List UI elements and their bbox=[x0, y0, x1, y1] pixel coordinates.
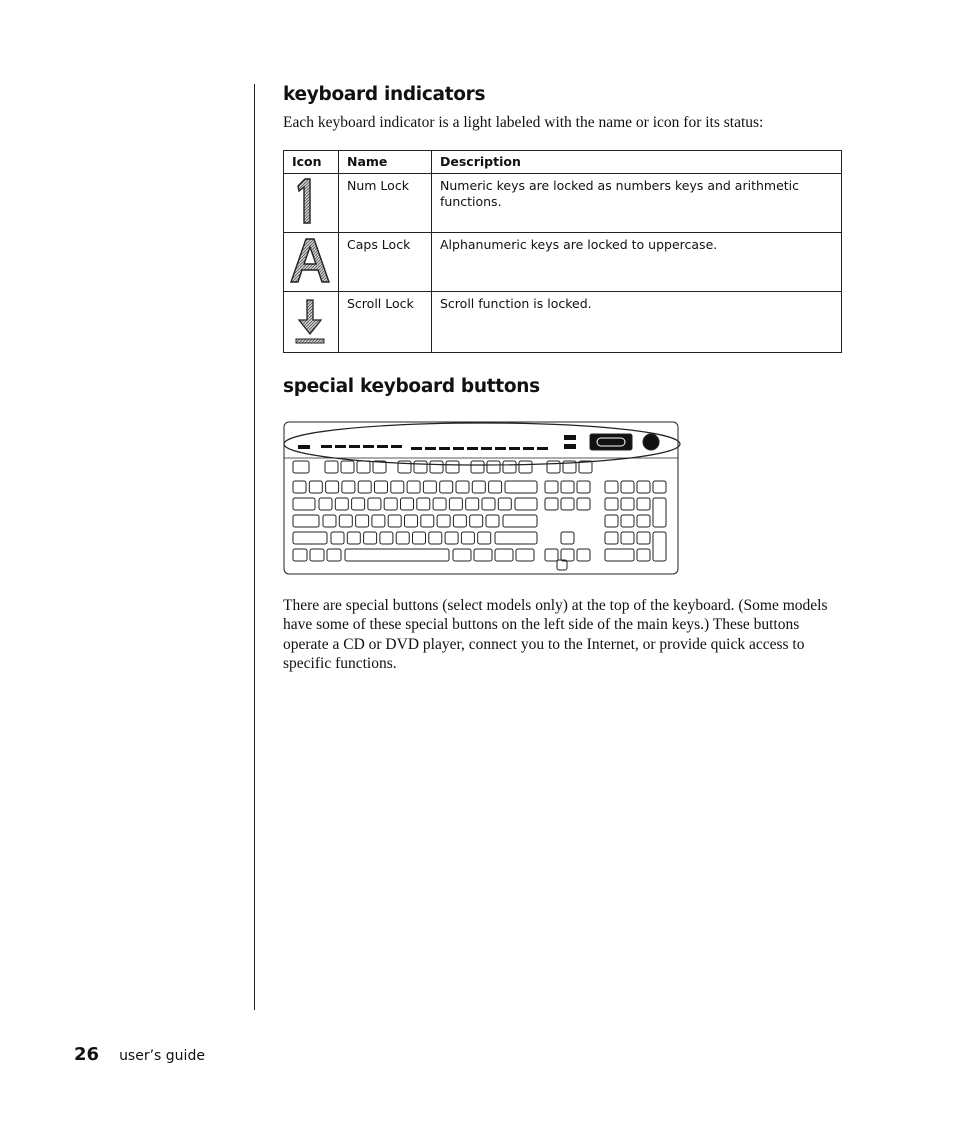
keyboard-key bbox=[471, 461, 484, 473]
keyboard-key bbox=[503, 515, 537, 527]
intro-paragraph: Each keyboard indicator is a light labeled with the name or icon for its status: bbox=[283, 114, 764, 131]
row-name: Num Lock bbox=[339, 174, 432, 233]
keyboard-key bbox=[325, 461, 338, 473]
special-button bbox=[481, 447, 492, 450]
keyboard-key bbox=[368, 498, 381, 510]
keyboard-key bbox=[372, 515, 385, 527]
keyboard-key bbox=[621, 498, 634, 510]
keyboard-key bbox=[375, 481, 388, 493]
row-description: Numeric keys are locked as numbers keys and arithmetic functions. bbox=[432, 174, 842, 233]
keyboard-key bbox=[326, 481, 339, 493]
keyboard-key bbox=[472, 481, 485, 493]
keyboard-key bbox=[331, 532, 344, 544]
num-lock-1-icon bbox=[288, 176, 318, 226]
keyboard-key bbox=[547, 461, 560, 473]
keyboard-key bbox=[323, 515, 336, 527]
keyboard-key bbox=[621, 481, 634, 493]
keyboard-key bbox=[478, 532, 491, 544]
keyboard-key bbox=[446, 461, 459, 473]
keyboard-key bbox=[414, 461, 427, 473]
column-header-icon: Icon bbox=[284, 151, 339, 174]
keyboard-key bbox=[293, 481, 306, 493]
keyboard-key bbox=[347, 532, 360, 544]
body-paragraph: There are special buttons (select models only) at the top of the keyboard. (Some models have some of these special buttons on the left side of the main keys.) These buttons operate a CD or DVD player, connect you to the Internet, or provide quick access to specific functions. bbox=[283, 597, 828, 673]
table-row bbox=[284, 233, 842, 292]
keyboard-key bbox=[401, 498, 414, 510]
keyboard-key bbox=[637, 549, 650, 561]
keyboard-key bbox=[357, 461, 370, 473]
special-button bbox=[537, 447, 548, 450]
keyboard-key bbox=[486, 515, 499, 527]
keyboard-key bbox=[489, 481, 502, 493]
keyboard-key bbox=[653, 532, 666, 561]
scroll-lock-arrow-icon bbox=[288, 294, 332, 346]
keyboard-key bbox=[405, 515, 418, 527]
keyboard-key bbox=[637, 481, 650, 493]
keyboard-key bbox=[561, 532, 574, 544]
keyboard-key bbox=[430, 461, 443, 473]
keyboard-key bbox=[335, 498, 348, 510]
row-name: Scroll Lock bbox=[339, 292, 432, 353]
keyboard-key bbox=[505, 481, 537, 493]
keyboard-key bbox=[396, 532, 409, 544]
special-button bbox=[411, 447, 422, 450]
keyboard-key bbox=[453, 549, 471, 561]
keyboard-key bbox=[342, 481, 355, 493]
keyboard-key bbox=[561, 498, 574, 510]
keyboard-key bbox=[433, 498, 446, 510]
keyboard-key bbox=[293, 498, 315, 510]
keyboard-key bbox=[545, 481, 558, 493]
keyboard-key bbox=[474, 549, 492, 561]
special-button bbox=[523, 447, 534, 450]
keyboard-key bbox=[293, 461, 309, 473]
section-heading-keyboard-indicators: keyboard indicators bbox=[283, 84, 486, 105]
keyboard-key bbox=[421, 515, 434, 527]
keyboard-key bbox=[407, 481, 420, 493]
table-row bbox=[284, 292, 842, 353]
keyboard-key bbox=[453, 515, 466, 527]
caps-lock-a-icon bbox=[288, 235, 332, 285]
special-button bbox=[495, 447, 506, 450]
keyboard-key bbox=[423, 481, 436, 493]
keyboard-key bbox=[461, 532, 474, 544]
keyboard-key bbox=[503, 461, 516, 473]
keyboard-key bbox=[417, 498, 430, 510]
keyboard-key bbox=[621, 532, 634, 544]
special-button bbox=[377, 445, 388, 448]
icon-cell bbox=[284, 174, 339, 233]
table-header-row bbox=[284, 151, 842, 174]
keyboard-key bbox=[605, 515, 618, 527]
keyboard-key bbox=[309, 481, 322, 493]
keyboard-key bbox=[293, 549, 307, 561]
keyboard-key bbox=[470, 515, 483, 527]
keyboard-key bbox=[605, 549, 634, 561]
special-button bbox=[425, 447, 436, 450]
keyboard-key bbox=[293, 515, 319, 527]
keyboard-key bbox=[621, 515, 634, 527]
row-description: Scroll function is locked. bbox=[432, 292, 842, 353]
footer-label: user’s guide bbox=[119, 1048, 205, 1064]
special-button bbox=[335, 445, 346, 448]
keyboard-key bbox=[577, 549, 590, 561]
keyboard-key bbox=[653, 481, 666, 493]
keyboard-key bbox=[293, 532, 327, 544]
keyboard-key bbox=[482, 498, 495, 510]
icon-cell bbox=[284, 233, 339, 292]
row-name: Caps Lock bbox=[339, 233, 432, 292]
keyboard-key bbox=[358, 481, 371, 493]
keyboard-key bbox=[310, 549, 324, 561]
special-button bbox=[363, 445, 374, 448]
keyboard-key bbox=[356, 515, 369, 527]
column-header-description: Description bbox=[432, 151, 842, 174]
special-button bbox=[391, 445, 402, 448]
keyboard-key bbox=[345, 549, 449, 561]
keyboard-key bbox=[440, 481, 453, 493]
keyboard-key bbox=[327, 549, 341, 561]
keyboard-key bbox=[429, 532, 442, 544]
margin-rule bbox=[254, 84, 255, 1010]
keyboard-key bbox=[391, 481, 404, 493]
keyboard-key bbox=[456, 481, 469, 493]
keyboard-key bbox=[445, 532, 458, 544]
keyboard-key bbox=[561, 481, 574, 493]
special-button bbox=[349, 445, 360, 448]
keyboard-key bbox=[380, 532, 393, 544]
keyboard-key bbox=[519, 461, 532, 473]
keyboard-key bbox=[449, 498, 462, 510]
page-number: 26 bbox=[74, 1044, 100, 1065]
keyboard-key bbox=[577, 481, 590, 493]
special-button bbox=[453, 447, 464, 450]
special-button bbox=[467, 447, 478, 450]
keyboard-key bbox=[388, 515, 401, 527]
indicator-table bbox=[283, 150, 842, 353]
keyboard-key bbox=[605, 481, 618, 493]
keyboard-key bbox=[413, 532, 426, 544]
keyboard-key bbox=[498, 498, 511, 510]
special-button bbox=[509, 447, 520, 450]
keyboard-key bbox=[605, 532, 618, 544]
keyboard-key bbox=[637, 498, 650, 510]
special-button bbox=[321, 445, 332, 448]
icon-cell bbox=[284, 292, 339, 353]
keyboard-key bbox=[352, 498, 365, 510]
keyboard-key bbox=[545, 549, 558, 561]
keyboard-key bbox=[437, 515, 450, 527]
column-header-name: Name bbox=[339, 151, 432, 174]
keyboard-key bbox=[495, 549, 513, 561]
section-heading-special-buttons: special keyboard buttons bbox=[283, 376, 540, 397]
special-button bbox=[439, 447, 450, 450]
row-description: Alphanumeric keys are locked to uppercase. bbox=[432, 233, 842, 292]
keyboard-key bbox=[384, 498, 397, 510]
keyboard-key bbox=[515, 498, 537, 510]
page-footer bbox=[74, 1044, 205, 1065]
keyboard-key bbox=[637, 532, 650, 544]
keyboard-diagram bbox=[283, 418, 688, 576]
keyboard-key bbox=[516, 549, 534, 561]
keyboard-key bbox=[339, 515, 352, 527]
keyboard-key bbox=[341, 461, 354, 473]
keyboard-key bbox=[487, 461, 500, 473]
table-row bbox=[284, 174, 842, 233]
keyboard-key bbox=[637, 515, 650, 527]
keyboard-key bbox=[466, 498, 479, 510]
keyboard-key bbox=[495, 532, 537, 544]
keyboard-key bbox=[561, 549, 574, 561]
keyboard-key bbox=[605, 498, 618, 510]
keyboard-key bbox=[577, 498, 590, 510]
keyboard-key bbox=[364, 532, 377, 544]
keyboard-key bbox=[653, 498, 666, 527]
keyboard-key bbox=[319, 498, 332, 510]
keyboard-key bbox=[545, 498, 558, 510]
